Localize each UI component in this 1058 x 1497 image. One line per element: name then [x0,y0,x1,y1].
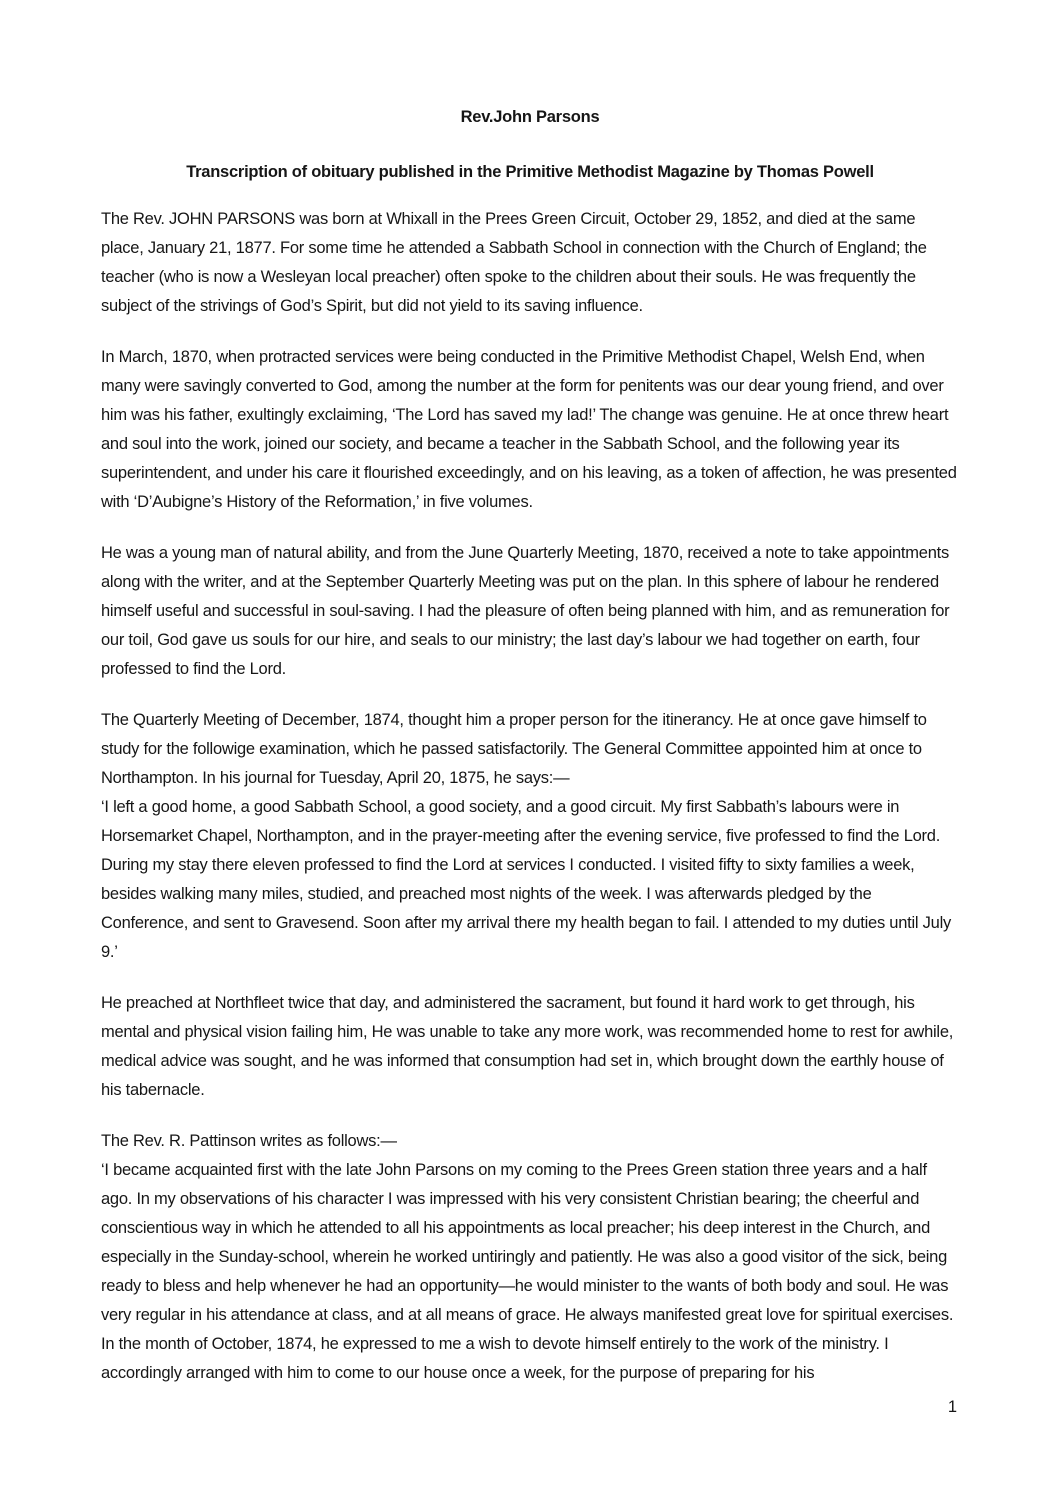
paragraph-conversion: In March, 1870, when protracted services were being conducted in the Primitive Methodist Chapel, Welsh End, when many were savingly converted to God, among the number at the form for penitents was our dear young friend, and over him was his father, exultingly exclaiming, ‘The Lord has saved my lad!’ The change was genuine. He at once threw heart and soul into the work, joined our society, and became a teacher in the Sabbath School, and the following year its superintendent, and under his care it flourished exceedingly, and on his leaving, as a token of affection, he was presented with ‘D’Aubigne’s History of the Reformation,’ in five volumes. [101,348,957,511]
paragraph-young-man: He was a young man of natural ability, and from the June Quarterly Meeting, 1870, received a note to take appointments along with the writer, and at the September Quarterly Meeting was put on the plan. In this sphere of labour he rendered himself useful and successful in soul-saving. I had the pleasure of often being planned with him, and as remuneration for our toil, God gave us souls for our hire, and seals to our ministry; the last day’s labour we had together on earth, four professed to find the Lord. [101,544,950,678]
paragraph-quarterly-meeting-intro: The Quarterly Meeting of December, 1874, thought him a proper person for the itinerancy. He at once gave himself to study for the followige examination, which he passed satisfactorily. The General Committee appointed him at once to Northampton. In his journal for Tuesday, April 20, 1875, he says:— [101,711,927,787]
paragraph-northfleet: He preached at Northfleet twice that day, and administered the sacrament, but found it hard work to get through, his mental and physical vision failing him, He was unable to take any more work, was recommended home to rest for awhile, medical advice was sought, and he was informed that consumption had set in, which brought down the earthly house of his tabernacle. [101,994,954,1099]
paragraph-pattinson-quote: ‘I became acquainted first with the late John Parsons on my coming to the Prees Green station three years and a half ago. In my observations of his character I was impressed with his very consistent Christian bearing; the cheerful and conscientious way in which he attended to all his appointments as local preacher; his deep interest in the Church, and especially in the Sunday-school, wherein he worked untiringly and patiently. He was also a good visitor of the sick, being ready to bless and help whenever he had an opportunity—he would minister to the wants of both body and soul. He was very regular in his attendance at class, and at all means of grace. He always manifested great love for spiritual exercises. In the month of October, 1874, he expressed to me a wish to devote himself entirely to the work of the ministry. I accordingly arranged with him to come to our house once a week, for the purpose of preparing for his [101,1161,954,1382]
page-number: 1 [947,1398,957,1416]
document-subtitle: Transcription of obituary published in the Primitive Methodist Magazine by Thomas Powell [186,163,874,181]
paragraph-pattinson-intro: The Rev. R. Pattinson writes as follows:— [101,1132,397,1150]
document-title: Rev.John Parsons [460,108,600,126]
document-content [101,103,959,1410]
paragraph-birth-death: The Rev. JOHN PARSONS was born at Whixall in the Prees Green Circuit, October 29, 1852, and died at the same place, January 21, 1877. For some time he attended a Sabbath School in connection with the Church of England; the teacher (who is now a Wesleyan local preacher) often spoke to the children about their souls. He was frequently the subject of the strivings of God’s Spirit, but did not yield to its saving influence. [101,210,927,315]
paragraph-journal-quote: ‘I left a good home, a good Sabbath School, a good society, and a good circuit. My first Sabbath’s labours were in Horsemarket Chapel, Northampton, and in the prayer-meeting after the evening service, five professed to find the Lord. During my stay there eleven professed to find the Lord at services I conducted. I visited fifty to sixty families a week, besides walking many miles, studied, and preached most nights of the week. I was afterwards pledged by the Conference, and sent to Gravesend. Soon after my arrival there my health began to fail. I attended to my duties until July 9.’ [101,798,951,961]
